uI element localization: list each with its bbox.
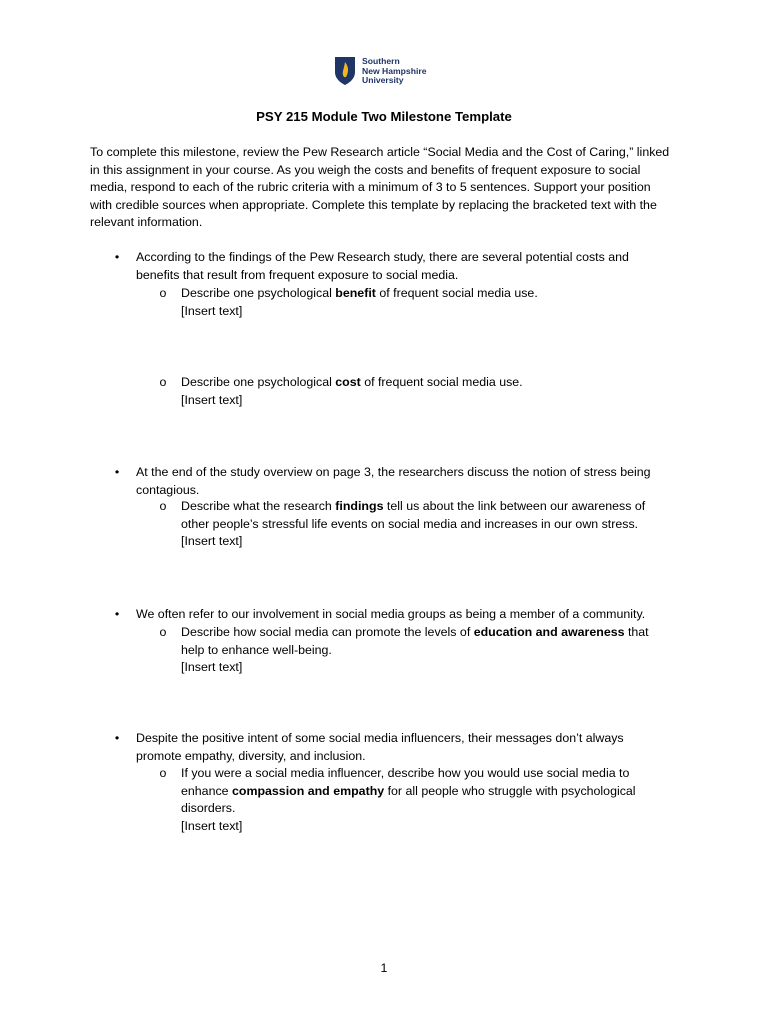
sub-marker: o <box>159 286 167 300</box>
logo-line-3: University <box>362 75 404 86</box>
insert-text-placeholder[interactable]: [Insert text] <box>181 660 243 674</box>
bullet-text: Despite the positive intent of some social media influencers, their messages don’t always promote empathy, diversity, and inclusion. <box>136 731 624 763</box>
sub-marker: o <box>159 375 167 389</box>
bullet-marker: • <box>114 250 120 264</box>
sub-prompt: If you were a social media influencer, describe how you would use social media to enhance compassion and empathy for all people who struggle with psychological disorders. <box>181 766 636 815</box>
sub-marker: o <box>159 499 167 513</box>
insert-text-placeholder[interactable]: [Insert text] <box>181 303 243 318</box>
insert-text-placeholder[interactable]: [Insert text] <box>181 392 243 407</box>
insert-text-placeholder[interactable]: [Insert text] <box>181 818 243 833</box>
sub-item-benefit <box>158 285 670 320</box>
page-number: 1 <box>380 961 388 975</box>
bullet-text: We often refer to our involvement in social media groups as being a member of a community. <box>136 607 646 621</box>
bullet-text: At the end of the study overview on page 3, the researchers discuss the notion of stress being contagious. <box>136 465 651 497</box>
bullet-marker: • <box>114 465 120 479</box>
sub-item-cost <box>158 374 670 409</box>
bullet-text: According to the findings of the Pew Research study, there are several potential costs and benefits that result from frequent exposure to social media. <box>136 250 629 282</box>
bullet-item-costs-benefits <box>112 249 672 284</box>
bullet-marker: • <box>114 607 120 621</box>
bullet-item-contagious-stress <box>112 464 672 499</box>
bullet-marker: • <box>114 731 120 745</box>
sub-prompt: Describe what the research findings tell us about the link between our awareness of other people’s stressful life events on social media and increases in our own stress. <box>181 499 646 531</box>
logo-line-2: New Hampshire <box>362 65 427 76</box>
logo-line-1: Southern <box>362 56 400 66</box>
insert-text-placeholder[interactable]: [Insert text] <box>181 534 243 548</box>
sub-marker: o <box>159 625 167 639</box>
university-logo <box>334 56 444 88</box>
intro-paragraph: To complete this milestone, review the Pew Research article “Social Media and the Cost of Caring,” linked in this assignment in your course. As you weigh the costs and benefits of frequent exposure to social media, respond to each of the rubric criteria with a minimum of 3 to 5 sentences. Support your position with credible sources when appropriate. Complete this template by replacing the bracketed text with the relevant information. <box>90 145 670 229</box>
sub-item-findings <box>158 498 670 551</box>
shield-flame-icon <box>334 56 356 86</box>
sub-item-compassion <box>158 765 670 835</box>
bullet-item-community <box>112 606 672 624</box>
sub-marker: o <box>159 766 167 780</box>
sub-prompt: Describe one psychological cost of frequent social media use. <box>181 375 523 389</box>
logo-wordmark <box>362 57 426 86</box>
bullet-item-influencers <box>112 730 672 765</box>
document-title: PSY 215 Module Two Milestone Template <box>256 109 512 124</box>
sub-prompt: Describe how social media can promote the levels of education and awareness that help to enhance well-being. <box>181 625 649 657</box>
sub-item-education <box>158 624 670 677</box>
sub-prompt: Describe one psychological benefit of frequent social media use. <box>181 286 538 300</box>
